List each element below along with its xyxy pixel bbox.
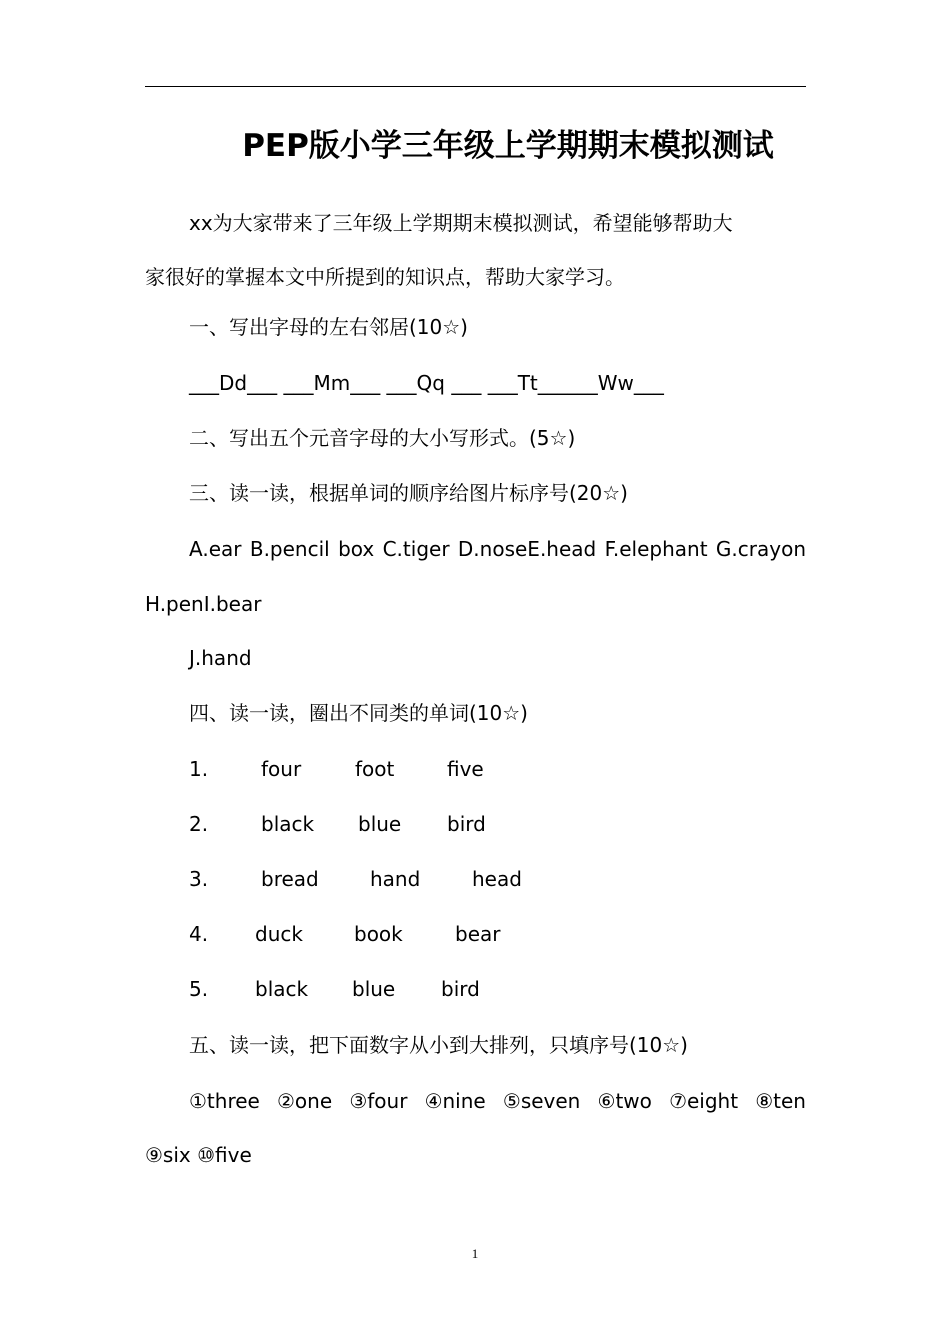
row-word: black — [261, 812, 315, 836]
section3-words-line-2: H.penI.bear — [145, 592, 262, 616]
row-word: head — [472, 867, 522, 891]
intro-line-1: xx为大家带来了三年级上学期期末模拟测试，希望能够帮助大 — [189, 211, 733, 235]
row-word: duck — [255, 922, 303, 946]
word-item: box — [338, 537, 375, 561]
row-number: 5. — [189, 977, 209, 1001]
number-item: ①three — [189, 1089, 260, 1113]
row-word: bear — [455, 922, 501, 946]
number-item: ⑤seven — [502, 1089, 581, 1113]
row-word: bread — [261, 867, 319, 891]
word-item: D.noseE.head — [457, 537, 597, 561]
number-item: ⑧ten — [755, 1089, 806, 1113]
word-item: B.pencil — [249, 537, 330, 561]
section2-heading: 二、写出五个元音字母的大小写形式。(5☆) — [189, 426, 576, 450]
row-word: bird — [447, 812, 486, 836]
row-word: bird — [441, 977, 480, 1001]
row-word: blue — [352, 977, 396, 1001]
row-word: five — [447, 757, 484, 781]
word-item: A.ear — [189, 537, 242, 561]
section1-heading: 一、写出字母的左右邻居(10☆) — [189, 315, 468, 339]
row-word: four — [261, 757, 302, 781]
header-rule — [145, 86, 806, 87]
section5-numbers-line-1 — [189, 1086, 806, 1116]
row-word: blue — [358, 812, 402, 836]
row-number: 1. — [189, 757, 209, 781]
section3-heading: 三、读一读，根据单词的顺序给图片标序号(20☆) — [189, 481, 628, 505]
number-item: ④nine — [424, 1089, 486, 1113]
number-item: ③four — [349, 1089, 408, 1113]
row-word: foot — [355, 757, 395, 781]
row-number: 4. — [189, 922, 209, 946]
page-number: 1 — [471, 1246, 479, 1261]
word-item: C.tiger — [382, 537, 450, 561]
word-item: F.elephant — [604, 537, 708, 561]
row-word: black — [255, 977, 309, 1001]
intro-line-2: 家很好的掌握本文中所提到的知识点，帮助大家学习。 — [145, 265, 625, 289]
section4-heading: 四、读一读，圈出不同类的单词(10☆) — [189, 701, 528, 725]
word-item: G.crayon — [715, 537, 806, 561]
number-item: ⑥two — [597, 1089, 652, 1113]
row-word: hand — [370, 867, 421, 891]
row-number: 2. — [189, 812, 209, 836]
section5-heading: 五、读一读，把下面数字从小到大排列，只填序号(10☆) — [189, 1033, 688, 1057]
number-item: ②one — [277, 1089, 333, 1113]
section1-blanks: ___Dd___ ___Mm___ ___Qq ___ ___Tt______Ww___ — [189, 371, 664, 395]
number-item: ⑦eight — [669, 1089, 739, 1113]
section3-words-line-1 — [189, 534, 806, 564]
section3-words-line-3: J.hand — [189, 646, 252, 670]
row-number: 3. — [189, 867, 209, 891]
document-title: PEP版小学三年级上学期期末模拟测试 — [242, 128, 774, 164]
row-word: book — [354, 922, 403, 946]
section5-numbers-line-2: ⑨six ⑩five — [145, 1143, 252, 1167]
